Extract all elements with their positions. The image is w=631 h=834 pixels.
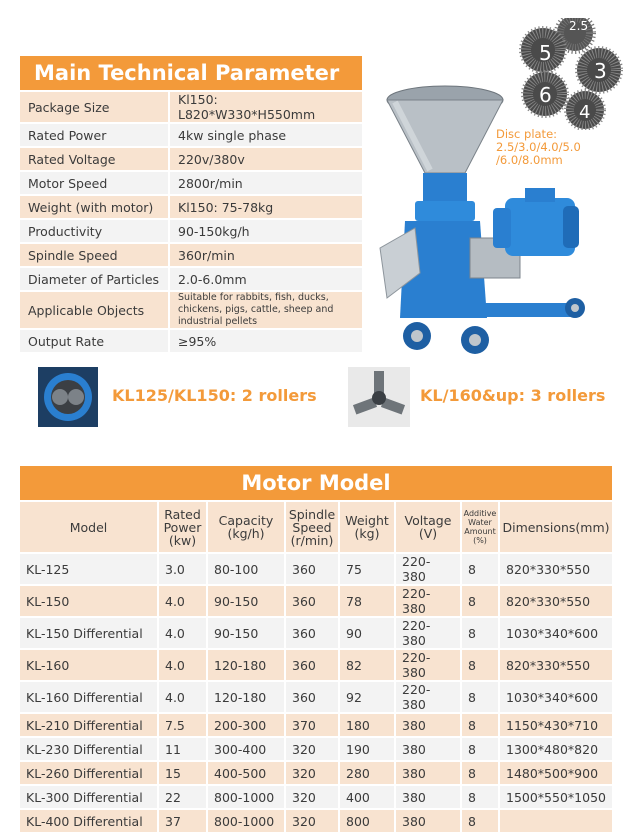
cell: 8	[460, 714, 498, 736]
cell: 1500*550*1050	[498, 786, 612, 808]
cell: 120-180	[206, 650, 284, 680]
cell: 92	[338, 682, 394, 712]
table-row	[20, 586, 612, 616]
cell: 8	[460, 810, 498, 832]
cell: 320	[284, 810, 338, 832]
table-row	[20, 618, 612, 648]
cell: 370	[284, 714, 338, 736]
cell: 3.0	[157, 554, 206, 584]
param-row	[20, 268, 362, 290]
two-roller-label: KL125/KL150: 2 rollers	[112, 386, 317, 405]
machine-collar	[415, 201, 475, 221]
cell: KL-210 Differential	[20, 714, 157, 736]
cell: 320	[284, 738, 338, 760]
cell: 1150*430*710	[498, 714, 612, 736]
cell: 220-380	[394, 682, 460, 712]
column-header: Capacity (kg/h)	[206, 502, 284, 552]
cell: 360	[284, 586, 338, 616]
column-header: Spindle Speed (r/min)	[284, 502, 338, 552]
disc-number: 2.5	[569, 19, 589, 33]
table-row	[20, 810, 612, 832]
param-row	[20, 172, 362, 194]
cell: 4.0	[157, 618, 206, 648]
cell: 220-380	[394, 554, 460, 584]
cell: 820*330*550	[498, 554, 612, 584]
param-row	[20, 292, 362, 328]
cell: 280	[338, 762, 394, 784]
column-header: Additive Water Amount (%)	[460, 502, 498, 552]
cell: 300-400	[206, 738, 284, 760]
cell: 800	[338, 810, 394, 832]
cell: 1030*340*600	[498, 618, 612, 648]
cell: KL-150 Differential	[20, 618, 157, 648]
param-row	[20, 220, 362, 242]
cell: 8	[460, 618, 498, 648]
three-roller-image	[348, 367, 410, 427]
machine-base	[405, 303, 580, 317]
param-value: 4kw single phase	[168, 124, 362, 146]
column-header: Voltage (V)	[394, 502, 460, 552]
machine-junction-box	[525, 188, 555, 202]
cell: KL-150	[20, 586, 157, 616]
param-value: 90-150kg/h	[168, 220, 362, 242]
three-roller-label: KL/160&up: 3 rollers	[420, 386, 606, 405]
param-value: Kl150: 75-78kg	[168, 196, 362, 218]
table-row	[20, 786, 612, 808]
cell: 400	[338, 786, 394, 808]
motor-table	[20, 500, 612, 834]
param-label: Applicable Objects	[20, 292, 168, 328]
cell: 90-150	[206, 618, 284, 648]
cell: 360	[284, 682, 338, 712]
wheel-icon	[565, 298, 585, 318]
cell: 82	[338, 650, 394, 680]
cell: 4.0	[157, 682, 206, 712]
param-table	[20, 90, 362, 354]
pellet-machine-image	[375, 78, 590, 358]
param-row	[20, 244, 362, 266]
param-label: Package Size	[20, 92, 168, 122]
param-row	[20, 92, 362, 122]
cell: 7.5	[157, 714, 206, 736]
cell: 220-380	[394, 586, 460, 616]
machine-motor-fan	[563, 206, 579, 248]
cell: KL-300 Differential	[20, 786, 157, 808]
param-value: 2.0-6.0mm	[168, 268, 362, 290]
table-row	[20, 714, 612, 736]
cell: 8	[460, 554, 498, 584]
cell: 380	[394, 786, 460, 808]
cell: 400-500	[206, 762, 284, 784]
param-value: 360r/min	[168, 244, 362, 266]
cell: KL-230 Differential	[20, 738, 157, 760]
param-label: Spindle Speed	[20, 244, 168, 266]
table-row	[20, 650, 612, 680]
table-row	[20, 738, 612, 760]
param-row	[20, 148, 362, 170]
disc-number: 3	[594, 59, 607, 83]
param-label: Rated Voltage	[20, 148, 168, 170]
disc-number: 5	[539, 41, 552, 65]
cell: 22	[157, 786, 206, 808]
cell: 90-150	[206, 586, 284, 616]
disc-number: 4	[579, 102, 591, 123]
machine-neck	[423, 173, 467, 201]
disc-plate-icon	[521, 28, 565, 72]
cell: 320	[284, 762, 338, 784]
table-row	[20, 554, 612, 584]
wheel-icon	[403, 322, 431, 350]
param-label: Diameter of Particles	[20, 268, 168, 290]
disc-number: 6	[539, 83, 552, 107]
cell: 820*330*550	[498, 586, 612, 616]
cell: 80-100	[206, 554, 284, 584]
cell: 4.0	[157, 586, 206, 616]
cell: 180	[338, 714, 394, 736]
cell: 220-380	[394, 650, 460, 680]
cell	[498, 810, 612, 832]
cell: 200-300	[206, 714, 284, 736]
param-value: 2800r/min	[168, 172, 362, 194]
cell: 800-1000	[206, 786, 284, 808]
wheel-icon	[461, 326, 489, 354]
cell: 220-380	[394, 618, 460, 648]
cell: 11	[157, 738, 206, 760]
cell: 8	[460, 738, 498, 760]
param-value: Kl150: L820*W330*H550mm	[168, 92, 362, 122]
cell: KL-125	[20, 554, 157, 584]
cell: KL-260 Differential	[20, 762, 157, 784]
disc-plate-caption: Disc plate: 2.5/3.0/4.0/5.0 /6.0/8.0mm	[496, 127, 581, 167]
cell: 1030*340*600	[498, 682, 612, 712]
param-label: Motor Speed	[20, 172, 168, 194]
cell: 1300*480*820	[498, 738, 612, 760]
param-row	[20, 330, 362, 352]
cell: 8	[460, 682, 498, 712]
cell: KL-160	[20, 650, 157, 680]
cell: 820*330*550	[498, 650, 612, 680]
cell: 190	[338, 738, 394, 760]
param-label: Productivity	[20, 220, 168, 242]
column-header: Rated Power (kw)	[157, 502, 206, 552]
cell: 4.0	[157, 650, 206, 680]
param-row	[20, 124, 362, 146]
cell: 78	[338, 586, 394, 616]
machine-motor-endcap	[493, 208, 511, 248]
param-value: 220v/380v	[168, 148, 362, 170]
cell: 380	[394, 762, 460, 784]
column-header: Model	[20, 502, 157, 552]
cell: 75	[338, 554, 394, 584]
cell: 8	[460, 762, 498, 784]
table-row	[20, 762, 612, 784]
cell: 320	[284, 786, 338, 808]
cell: 1480*500*900	[498, 762, 612, 784]
cell: 380	[394, 714, 460, 736]
param-label: Rated Power	[20, 124, 168, 146]
cell: 8	[460, 786, 498, 808]
machine-hopper	[387, 86, 503, 173]
column-header: Weight (kg)	[338, 502, 394, 552]
table-row	[20, 682, 612, 712]
cell: 120-180	[206, 682, 284, 712]
cell: 360	[284, 554, 338, 584]
cell: 15	[157, 762, 206, 784]
cell: 380	[394, 738, 460, 760]
motor-section-title: Motor Model	[20, 466, 612, 500]
param-value: Suitable for rabbits, fish, ducks, chickens, pigs, cattle, sheep and industrial pellets	[178, 292, 334, 327]
cell: 380	[394, 810, 460, 832]
two-roller-image	[38, 367, 98, 427]
param-row	[20, 196, 362, 218]
cell: 360	[284, 618, 338, 648]
param-section-title: Main Technical Parameter	[20, 56, 362, 90]
param-label: Output Rate	[20, 330, 168, 352]
cell: KL-160 Differential	[20, 682, 157, 712]
cell: 37	[157, 810, 206, 832]
motor-header-row	[20, 502, 612, 552]
column-header: Dimensions(mm)	[498, 502, 612, 552]
param-value: ≥95%	[168, 330, 362, 352]
cell: 8	[460, 586, 498, 616]
cell: KL-400 Differential	[20, 810, 157, 832]
param-label: Weight (with motor)	[20, 196, 168, 218]
cell: 90	[338, 618, 394, 648]
cell: 360	[284, 650, 338, 680]
cell: 800-1000	[206, 810, 284, 832]
cell: 8	[460, 650, 498, 680]
